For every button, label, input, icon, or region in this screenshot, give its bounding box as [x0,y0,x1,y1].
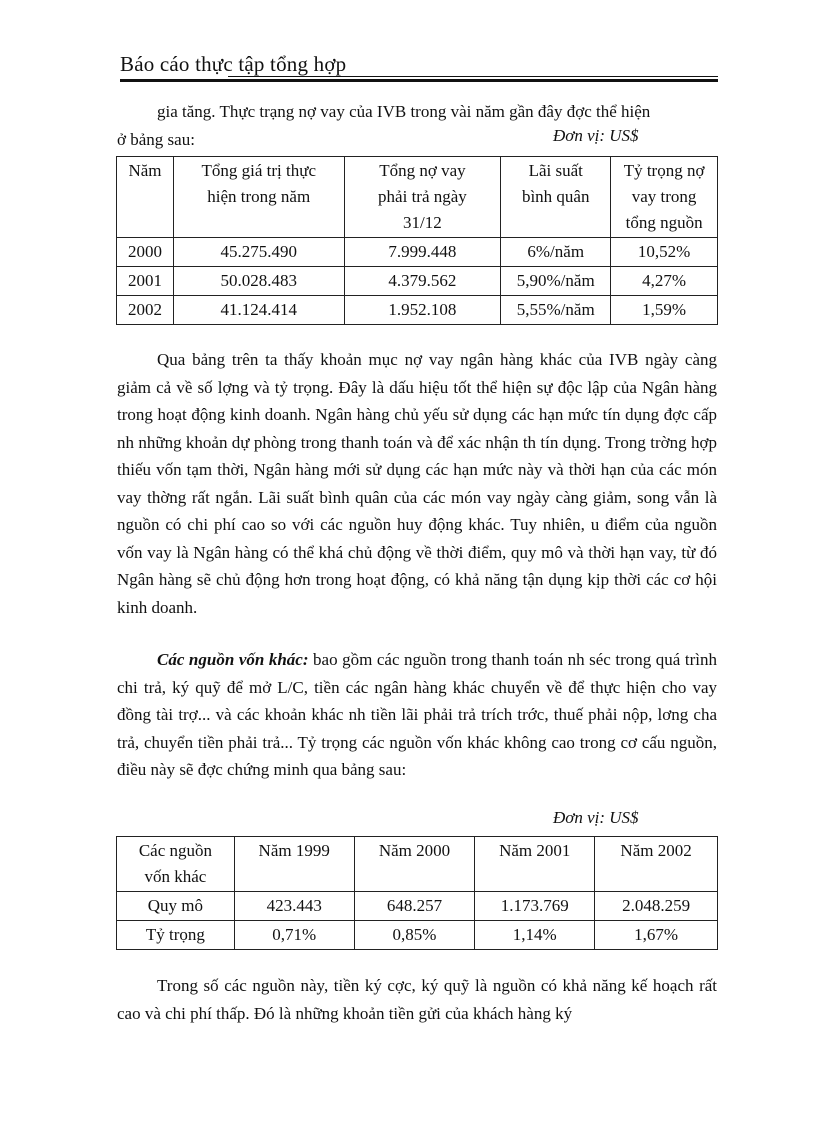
table-row [117,238,718,267]
table-row [117,921,718,950]
table-row [117,267,718,296]
table-cell: Quy mô [117,892,235,921]
table-row [117,296,718,325]
paragraph-3: Trong số các nguồn này, tiền ký cợc, ký quỹ là nguồn có khả năng kế hoạch rất cao và chi phí thấp. Đó là những khoản tiền gửi của khách hàng ký [117,976,717,1023]
table-header-row [117,837,718,892]
header-rule-thin [228,76,718,77]
table-header-cell: Năm 2001 [475,837,595,892]
table-cell: 1,67% [595,921,718,950]
table-header-cell: Tổng nợ vay phải trả ngày 31/12 [344,157,501,238]
table-header-cell: Tổng giá trị thực hiện trong năm [173,157,344,238]
unit-label-2: Đơn vị: US$ [553,808,639,827]
table-cell: 423.443 [234,892,354,921]
paragraph-2-body: bao gồm các nguồn trong thanh toán nh séc trong quá trình chi trả, ký quỹ để mở L/C, tiền các ngân hàng khác chuyển về để thực hiện cho vay đồng tài trợ... và các khoản khác nh tiền lãi phải trả trích trớc, thuế phải nộp, lơng cha trả, chuyển tiền phải trả... Tỷ trọng các nguồn vốn khác không cao trong cơ cấu nguồn, điều này sẽ đợc chứng minh qua bảng sau: [117,650,717,779]
table-row [117,892,718,921]
unit-label-1: Đơn vị: US$ [553,126,639,145]
table-header-cell: Năm [117,157,174,238]
header-title: Báo cáo thực tập tổng hợp [120,52,347,76]
other-sources-table [116,836,718,950]
header-rule-thick [120,79,718,82]
table-cell: 648.257 [354,892,475,921]
table-cell: 0,71% [234,921,354,950]
table-cell: 1.173.769 [475,892,595,921]
table-cell: 1,59% [611,296,718,325]
table-cell: 1.952.108 [344,296,501,325]
table-cell: 5,90%/năm [501,267,611,296]
table-header-cell: Năm 2002 [595,837,718,892]
table-header-cell: Năm 1999 [234,837,354,892]
table-cell: 5,55%/năm [501,296,611,325]
table-header-cell: Năm 2000 [354,837,475,892]
table-cell: 2000 [117,238,174,267]
table-header-cell: Các nguồn vốn khác [117,837,235,892]
table-cell: 41.124.414 [173,296,344,325]
table-header-cell: Tỷ trọng nợ vay trong tổng nguồn [611,157,718,238]
table-cell: 4.379.562 [344,267,501,296]
paragraph-2 [117,646,717,784]
table-cell: 50.028.483 [173,267,344,296]
table-cell: 45.275.490 [173,238,344,267]
table-cell: Tỷ trọng [117,921,235,950]
table-header-row [117,157,718,238]
paragraph-2-lead: Các nguồn vốn khác: [157,650,309,669]
table-cell: 0,85% [354,921,475,950]
table-cell: 4,27% [611,267,718,296]
paragraph-1: Qua bảng trên ta thấy khoản mục nợ vay ngân hàng khác của IVB ngày càng giảm cả về số lợng và tỷ trọng. Đây là dấu hiệu tốt thể hiện sự độc lập của Ngân hàng trong hoạt động kinh doanh. Ngân hàng chủ yếu sử dụng các hạn mức tín dụng đợc cấp nh những khoản dự phòng trong thanh toán và để xác nhận th tín dụng. Trong trờng hợp thiếu vốn tạm thời, Ngân hàng mới sử dụng các hạn mức này và thời hạn của các món vay thờng rất ngắn. Lãi suất bình quân của các món vay ngày càng giảm, song vẫn là nguồn có chi phí cao so với các nguồn huy động khác. Tuy nhiên, u điểm của nguồn vốn vay là Ngân hàng có thể khá chủ động về thời điểm, quy mô và thời hạn vay, từ đó Ngân hàng sẽ chủ động hơn trong hoạt động, có khả năng tận dụng kịp thời các cơ hội kinh doanh. [117,350,717,617]
table-cell: 7.999.448 [344,238,501,267]
table-cell: 1,14% [475,921,595,950]
table-cell: 10,52% [611,238,718,267]
page-header [120,52,718,77]
table-cell: 2001 [117,267,174,296]
table-header-cell: Lãi suất bình quân [501,157,611,238]
table-cell: 2.048.259 [595,892,718,921]
intro-line-2: ở bảng sau: [117,130,195,149]
table-cell: 6%/năm [501,238,611,267]
intro-line-1: gia tăng. Thực trạng nợ vay của IVB trong vài năm gần đây đợc thể hiện [157,102,651,121]
loan-table [116,156,718,325]
table-cell: 2002 [117,296,174,325]
